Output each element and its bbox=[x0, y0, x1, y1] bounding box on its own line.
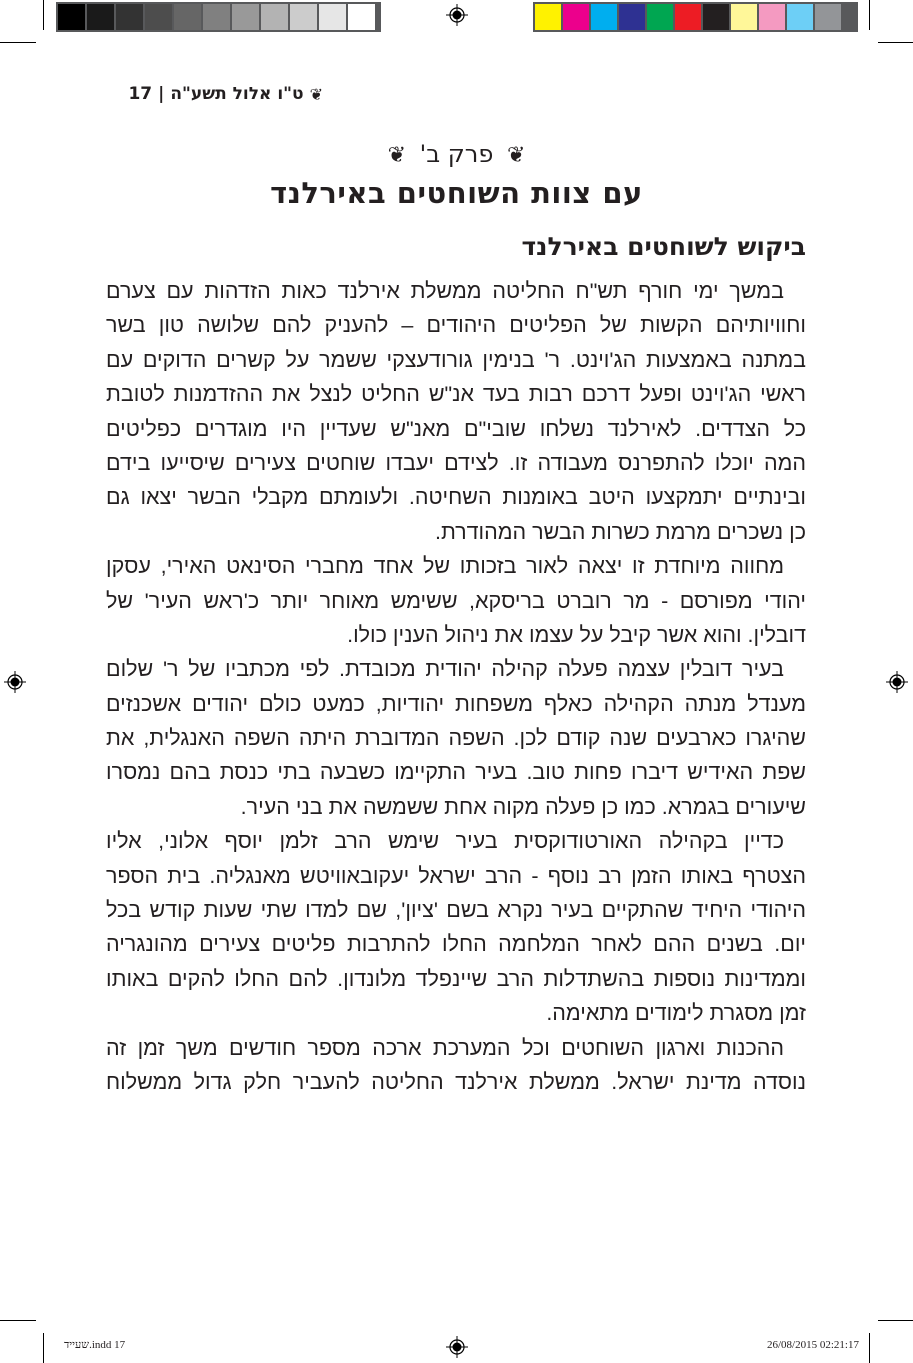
color-swatch bbox=[619, 4, 645, 30]
text-line: המה יוכלו להתפרנס מעבודה זו. לצידם יעבדו שוחטים צעירים שיסייעו בידם bbox=[106, 450, 806, 475]
text-line: במתנה באמצעות הג'וינט. ר' בנימין גורודעצקי ששמר על קשרים הדוקים עם bbox=[106, 347, 806, 372]
crop-mark-top-left-horizontal bbox=[0, 42, 36, 43]
color-swatch bbox=[731, 4, 757, 30]
color-swatch bbox=[58, 4, 85, 30]
crop-mark-bottom-right-vertical bbox=[869, 1333, 870, 1363]
header-date: ט"ו אלול תשע"ה bbox=[170, 84, 304, 104]
text-line: ובינתיים יתמקצעו היטב באומנות השחיטה. ולעומתם מקבלי הבשר יצאו גם bbox=[106, 485, 806, 510]
paragraph bbox=[106, 549, 806, 652]
color-swatch bbox=[759, 4, 785, 30]
page-number: 17 bbox=[128, 84, 153, 104]
text-line: כדיין בקהילה האורטודוקסית בעיר שימש הרב זלמן יוסף אלוני, אליו bbox=[106, 829, 784, 854]
chapter-label bbox=[0, 140, 913, 168]
registration-mark-left bbox=[4, 671, 26, 693]
fleuron-icon: ❦ bbox=[387, 143, 407, 168]
color-swatch bbox=[647, 4, 673, 30]
section-title: ביקוש לשוחטים באירלנד bbox=[521, 232, 806, 261]
crop-mark-bottom-right-horizontal bbox=[878, 1320, 913, 1321]
fleuron-icon: ❦ bbox=[506, 143, 526, 168]
text-line: וממדינות נוספות בהשתדלות הרב שיינפלד מלונדון. להם החלו להקים באותו bbox=[106, 966, 806, 991]
color-swatch bbox=[591, 4, 617, 30]
text-line: נוסדה מדינת ישראל. ממשלת אירלנד החליטה להעביר חלק גדול ממשלוח bbox=[106, 1069, 806, 1094]
color-swatch bbox=[535, 4, 561, 30]
color-swatch bbox=[815, 4, 841, 30]
color-swatch bbox=[116, 4, 143, 30]
chapter-number: פרק ב' bbox=[419, 140, 494, 168]
registration-mark-top bbox=[446, 4, 468, 26]
text-line: יום. בשנים ההם לאחר המלחמה החלו להתרבות פליטים צעירים מהונגריה bbox=[106, 932, 806, 957]
color-swatch bbox=[290, 4, 317, 30]
text-line: זמן מסגרת לימודים מתאימה. bbox=[546, 1001, 806, 1026]
color-swatch bbox=[145, 4, 172, 30]
paragraph bbox=[106, 274, 806, 549]
color-swatch bbox=[703, 4, 729, 30]
color-swatch bbox=[261, 4, 288, 30]
slug-filename: שעייד.indd 17 bbox=[64, 1339, 126, 1351]
text-line: במשך ימי חורף תש"ח החליטה ממשלת אירלנד כאות הזדהות עם צערם bbox=[106, 279, 784, 303]
text-line: שיעורים בגמרא. כמו כן פעלה מקוה אחת ששמשה את בני העיר. bbox=[240, 794, 806, 819]
body-text bbox=[106, 274, 806, 1099]
text-line: שפת האידיש דיברו פחות טוב. בעיר התקיימו כשבעה בתי כנסת בהם נמסרו bbox=[106, 760, 806, 785]
color-swatch bbox=[319, 4, 346, 30]
text-line: מענדל מנתה הקהילה כאלף משפחות יהודיות, כמעט כולם יהודים אשכנזים bbox=[106, 691, 806, 716]
process-color-bar bbox=[533, 2, 858, 32]
crop-mark-top-right-horizontal bbox=[878, 42, 913, 43]
text-line: הצטרף באותו הזמן רב נוסף - הרב ישראל יעקובאוויטש מאנגליה. בית הספר bbox=[106, 863, 806, 888]
text-line: בעיר דובלין עצמה פעלה קהילה יהודית מכובדת. לפי מכתביו של ר' שלום bbox=[106, 657, 784, 682]
color-swatch bbox=[348, 4, 375, 30]
running-header bbox=[128, 84, 323, 104]
paragraph bbox=[106, 1031, 806, 1100]
crop-mark-bottom-left-vertical bbox=[43, 1333, 44, 1363]
text-line: שהיגרו כארבעים שנה קודם לכן. השפה המדוברת היתה השפה האנגלית, את bbox=[106, 726, 806, 751]
registration-mark-bottom bbox=[446, 1336, 468, 1358]
crop-mark-top-left-vertical bbox=[43, 0, 44, 30]
chapter-title: עם צוות השוחטים באירלנד bbox=[270, 176, 643, 210]
text-line: דובלין. והוא אשר קיבל על עצמו את ניהול הענין כולו. bbox=[347, 622, 806, 647]
header-separator: | bbox=[158, 84, 165, 104]
color-swatch bbox=[174, 4, 201, 30]
paragraph bbox=[106, 652, 806, 824]
text-line: יהודי מפורסם - מר רוברט בריסקא, ששימש מאוחר יותר כ'ראש העיר' של bbox=[106, 588, 806, 613]
paragraph bbox=[106, 824, 806, 1030]
grayscale-color-bar bbox=[56, 2, 381, 32]
color-swatch bbox=[563, 4, 589, 30]
color-swatch bbox=[787, 4, 813, 30]
fleuron-icon: ❦ bbox=[309, 84, 323, 104]
text-line: ההכנות וארגון השוחטים וכל המערכת ארכה מספר חודשים משך זמן זה bbox=[106, 1035, 784, 1060]
text-line: כל הצדדים. לאירלנד נשלחו שובי"ם מאנ"ש שעדיין היו מוגדרים כפליטים bbox=[106, 416, 806, 441]
color-swatch bbox=[232, 4, 259, 30]
slug-datetime: 26/08/2015 02:21:17 bbox=[767, 1339, 859, 1351]
crop-mark-bottom-left-horizontal bbox=[0, 1320, 36, 1321]
text-line: כן נשכרים מרמת כשרות הבשר המהודרת. bbox=[434, 519, 806, 544]
crop-mark-top-right-vertical bbox=[869, 0, 870, 30]
text-line: היהודי היחיד שהתקיים בעיר נקרא בשם 'ציון', שם למדו שתי שעות קודש בכל bbox=[106, 898, 806, 923]
color-swatch bbox=[87, 4, 114, 30]
text-line: ראשי הג'וינט ופעל דרכם רבות בעד אנ"ש החליט לנצל את ההזדמנות לטובת bbox=[106, 382, 806, 407]
registration-mark-right bbox=[886, 671, 908, 693]
color-swatch bbox=[203, 4, 230, 30]
text-line: מחווה מיוחדת זו יצאה לאור בזכותו של אחד מחברי הסינאט האירי, עסקן bbox=[106, 554, 784, 579]
color-swatch bbox=[675, 4, 701, 30]
text-line: וחוויותיהם הקשות של הפליטים היהודים – להעניק להם שלושה טון בשר bbox=[106, 313, 806, 338]
